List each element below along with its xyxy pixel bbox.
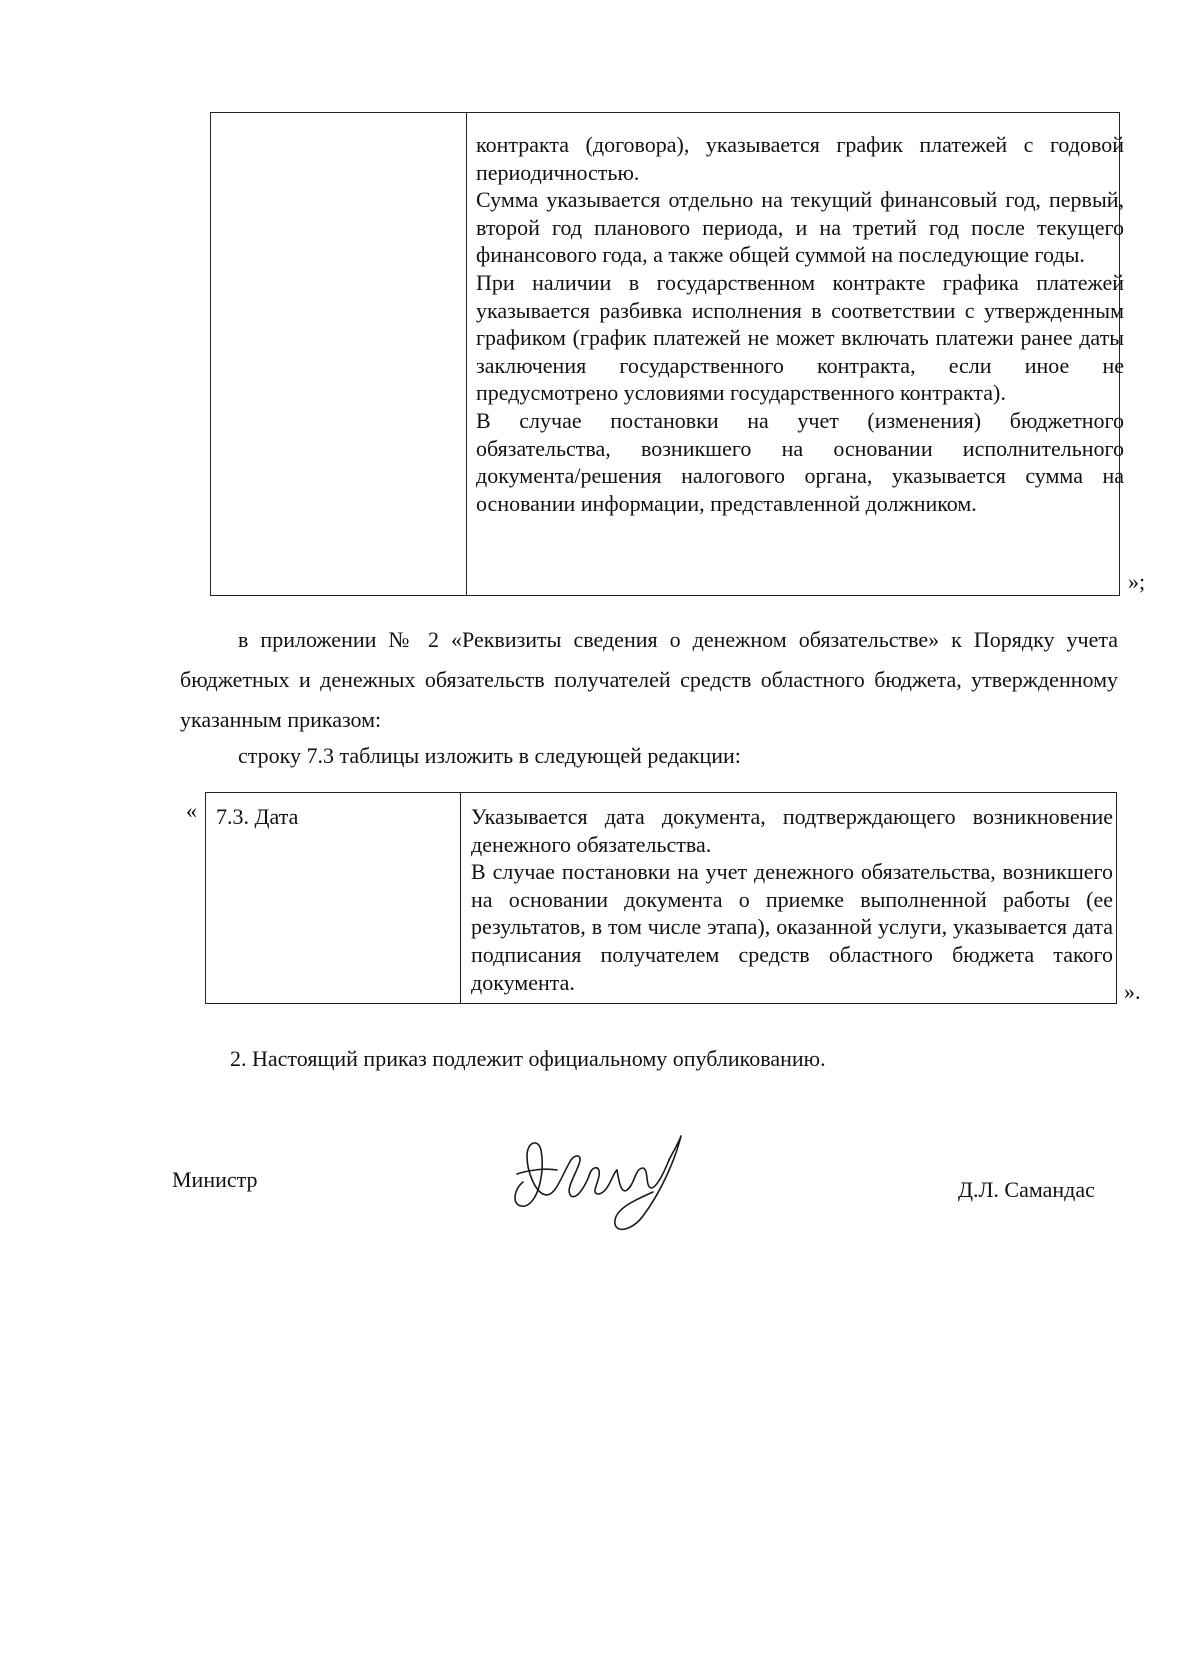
handwritten-signature-icon — [505, 1120, 700, 1240]
cell-paragraph: В случае постановки на учет (изменения) бюджетного обязательства, возникшего на основании исполнительного документа/решения налогового органа, указывается сумма на основании информации, представленной должником. — [476, 407, 1124, 516]
cell-paragraph: Указывается дата документа, подтверждающего возникновение денежного обязательства. — [471, 804, 1113, 857]
table-column-divider — [466, 113, 467, 595]
table-cell-requisite: 7.3. Дата — [216, 804, 299, 829]
cell-paragraph: При наличии в государственном контракте графика платежей указывается разбивка исполнения в соответствии с утвержденным графиком (график платежей не может включать платежи ранее даты заключения государственного контракта, если иное не предусмотрено условиями государственного контракта). — [476, 269, 1124, 406]
opening-quote: « — [186, 798, 197, 823]
line-7-3-table — [205, 792, 1117, 1004]
table-column-divider — [460, 793, 461, 1003]
table-cell-description — [471, 803, 1113, 996]
signer-title: Министр — [172, 1167, 258, 1192]
paragraph-line-instruction: строку 7.3 таблицы изложить в следующей редакции: — [238, 743, 741, 768]
closing-quote: ». — [1124, 979, 1141, 1004]
paragraph-appendix: в приложении № 2 «Реквизиты сведения о денежном обязательстве» к Порядку учета бюджетных и денежных обязательств получателей средств областного бюджета, утвержденному указанным приказом: — [180, 627, 1118, 732]
cell-paragraph: Сумма указывается отдельно на текущий финансовый год, первый, второй год планового периода, и на третий год после текущего финансового года, а также общей суммой на последующие годы. — [476, 187, 1124, 268]
paragraph-publication: 2. Настоящий приказ подлежит официальному опубликованию. — [230, 1046, 826, 1071]
requisites-table-continued — [210, 112, 1124, 596]
closing-quote: »; — [1128, 569, 1146, 594]
cell-paragraph: контракта (договора), указывается график платежей с годовой периодичностью. — [476, 132, 1124, 185]
cell-paragraph: В случае постановки на учет денежного обязательства, возникшего на основании документа о приемке выполненной работы (ее результатов, в том числе этапа), оказанной услуги, указывается дата подписания получателем средств областного бюджета такого документа. — [471, 859, 1113, 995]
table-cell-description — [476, 131, 1124, 517]
signer-name: Д.Л. Самандас — [958, 1177, 1095, 1202]
